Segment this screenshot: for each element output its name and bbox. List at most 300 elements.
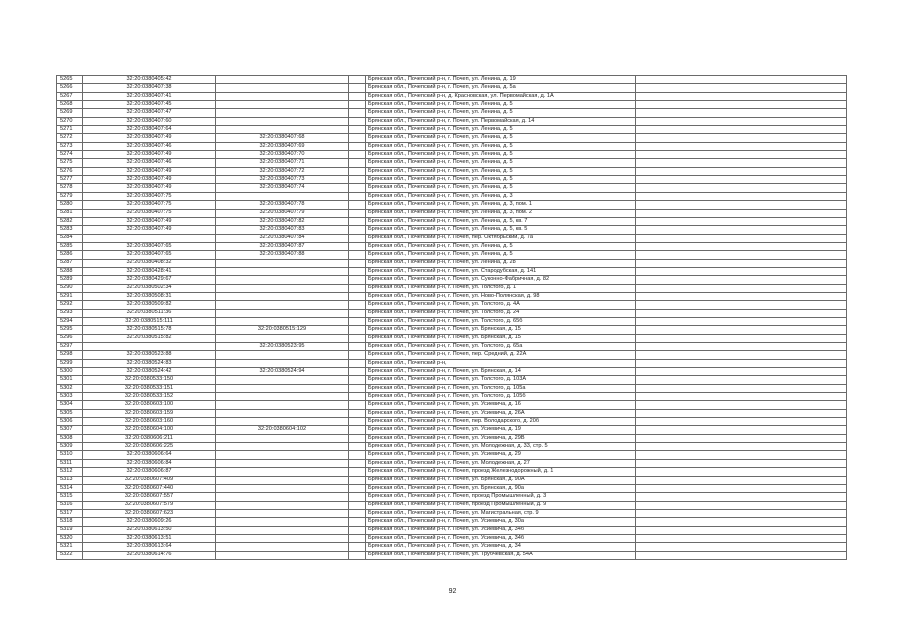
row-number-cell: 5295	[57, 326, 83, 334]
row-number-cell: 5307	[57, 426, 83, 434]
row-number-cell: 5309	[57, 443, 83, 451]
empty-cell	[349, 351, 366, 359]
row-number-cell: 5296	[57, 334, 83, 342]
table-row	[57, 526, 847, 534]
parent-cadastral-number-cell	[216, 468, 349, 476]
address-cell: Брянская обл., Почепский р-н, г. Почеп, ул. Усиевича, д. 34б	[366, 526, 636, 534]
row-number-cell: 5289	[57, 276, 83, 284]
address-cell: Брянская обл., Почепский р-н, г. Почеп, проезд Железнодорожный, д. 1	[366, 468, 636, 476]
empty-cell	[349, 259, 366, 267]
row-number-cell: 5292	[57, 301, 83, 309]
table-row	[57, 501, 847, 509]
parent-cadastral-number-cell: 32:20:0380515:129	[216, 326, 349, 334]
empty-cell	[636, 509, 847, 517]
row-number-cell: 5269	[57, 109, 83, 117]
parent-cadastral-number-cell	[216, 418, 349, 426]
row-number-cell: 5300	[57, 368, 83, 376]
parent-cadastral-number-cell	[216, 509, 349, 517]
parent-cadastral-number-cell	[216, 393, 349, 401]
table-row	[57, 76, 847, 84]
cadastral-number-cell: 32:20:0380613:51	[83, 534, 216, 542]
cadastral-number-cell: 32:20:0380407:75	[83, 209, 216, 217]
empty-cell	[349, 401, 366, 409]
table-row	[57, 126, 847, 134]
parent-cadastral-number-cell	[216, 384, 349, 392]
table-row	[57, 151, 847, 159]
cadastral-number-cell: 32:20:0380515:111	[83, 317, 216, 325]
table-row	[57, 192, 847, 200]
parent-cadastral-number-cell: 32:20:0380407:74	[216, 184, 349, 192]
empty-cell	[349, 234, 366, 242]
row-number-cell: 5317	[57, 509, 83, 517]
table-row	[57, 493, 847, 501]
table-row	[57, 434, 847, 442]
cadastral-number-cell: 32:20:0380613:50	[83, 526, 216, 534]
cadastral-number-cell: 32:20:0380515:78	[83, 326, 216, 334]
address-cell: Брянская обл., Почепский р-н, д. Красновская, ул. Первомайская, д. 1А	[366, 92, 636, 100]
parent-cadastral-number-cell	[216, 301, 349, 309]
row-number-cell: 5297	[57, 343, 83, 351]
empty-cell	[636, 301, 847, 309]
empty-cell	[349, 267, 366, 275]
parent-cadastral-number-cell	[216, 292, 349, 300]
empty-cell	[636, 493, 847, 501]
cadastral-number-cell: 32:20:0380407:65	[83, 242, 216, 250]
address-cell: Брянская обл., Почепский р-н, г. Почеп, ул. Ленина, д. 5, кв. 7	[366, 217, 636, 225]
cadastral-number-cell: 32:20:0380609:26	[83, 518, 216, 526]
table-row	[57, 92, 847, 100]
empty-cell	[636, 368, 847, 376]
table-row	[57, 276, 847, 284]
address-cell: Брянская обл., Почепский р-н, г. Почеп, пер. Октябрьский, д. 7а	[366, 234, 636, 242]
empty-cell	[349, 251, 366, 259]
parent-cadastral-number-cell	[216, 284, 349, 292]
empty-cell	[349, 543, 366, 551]
empty-cell	[636, 317, 847, 325]
table-row	[57, 343, 847, 351]
table-row	[57, 551, 847, 559]
address-cell: Брянская обл., Почепский р-н, г. Почеп, ул. Усиевича, д. 30а	[366, 518, 636, 526]
table-row	[57, 451, 847, 459]
empty-cell	[636, 176, 847, 184]
cadastral-number-cell: 32:20:0380607:409	[83, 476, 216, 484]
parent-cadastral-number-cell	[216, 276, 349, 284]
address-cell: Брянская обл., Почепский р-н, г. Почеп, ул. Брянская, д. 90а	[366, 484, 636, 492]
table-row	[57, 117, 847, 125]
parent-cadastral-number-cell: 32:20:0380407:83	[216, 226, 349, 234]
empty-cell	[636, 343, 847, 351]
row-number-cell: 5322	[57, 551, 83, 559]
table-row	[57, 418, 847, 426]
parent-cadastral-number-cell	[216, 351, 349, 359]
empty-cell	[636, 209, 847, 217]
row-number-cell: 5314	[57, 484, 83, 492]
table-row	[57, 242, 847, 250]
empty-cell	[636, 376, 847, 384]
cadastral-number-cell: 32:20:0380511:36	[83, 309, 216, 317]
table-row	[57, 176, 847, 184]
row-number-cell: 5273	[57, 142, 83, 150]
parent-cadastral-number-cell	[216, 526, 349, 534]
empty-cell	[636, 126, 847, 134]
empty-cell	[349, 468, 366, 476]
row-number-cell: 5299	[57, 359, 83, 367]
empty-cell	[349, 192, 366, 200]
row-number-cell: 5290	[57, 284, 83, 292]
empty-cell	[636, 418, 847, 426]
parent-cadastral-number-cell	[216, 534, 349, 542]
empty-cell	[349, 167, 366, 175]
empty-cell	[636, 267, 847, 275]
table-row	[57, 384, 847, 392]
empty-cell	[636, 76, 847, 84]
empty-cell	[636, 359, 847, 367]
parent-cadastral-number-cell	[216, 484, 349, 492]
empty-cell	[349, 101, 366, 109]
empty-cell	[349, 209, 366, 217]
address-cell: Брянская обл., Почепский р-н, г. Почеп, ул. Молодежная, д. 27	[366, 459, 636, 467]
empty-cell	[636, 551, 847, 559]
table-row	[57, 476, 847, 484]
parent-cadastral-number-cell	[216, 101, 349, 109]
row-number-cell: 5270	[57, 117, 83, 125]
address-cell: Брянская обл., Почепский р-н, г. Почеп, ул. Ленина, д. 3, пом. 2	[366, 209, 636, 217]
parent-cadastral-number-cell	[216, 551, 349, 559]
address-cell: Брянская обл., Почепский р-н, г. Почеп, ул. Суконно-Фабричная, д. 82	[366, 276, 636, 284]
address-cell: Брянская обл., Почепский р-н, г. Почеп, ул. Ленина, д. 5	[366, 134, 636, 142]
cadastral-number-cell: 32:20:0380524:83	[83, 359, 216, 367]
row-number-cell: 5304	[57, 401, 83, 409]
empty-cell	[349, 142, 366, 150]
row-number-cell: 5277	[57, 176, 83, 184]
row-number-cell: 5318	[57, 518, 83, 526]
address-cell: Брянская обл., Почепский р-н, г. Почеп, ул. Ленина, д. 3	[366, 192, 636, 200]
parent-cadastral-number-cell	[216, 76, 349, 84]
empty-cell	[636, 484, 847, 492]
parent-cadastral-number-cell	[216, 376, 349, 384]
address-cell: Брянская обл., Почепский р-н, г. Почеп, ул. Усиевича, д. 19	[366, 426, 636, 434]
address-cell: Брянская обл., Почепский р-н, г. Почеп, ул. Брянская, д. 14	[366, 368, 636, 376]
empty-cell	[636, 276, 847, 284]
empty-cell	[349, 76, 366, 84]
table-row	[57, 351, 847, 359]
table-row	[57, 426, 847, 434]
cadastral-number-cell: 32:20:0380606:84	[83, 459, 216, 467]
cadastral-number-cell: 32:20:0380407:49	[83, 176, 216, 184]
address-cell: Брянская обл., Почепский р-н, г. Почеп, ул. Брянская, д. 15	[366, 326, 636, 334]
empty-cell	[636, 443, 847, 451]
address-cell: Брянская обл., Почепский р-н, г. Почеп, ул. Ленина, д. 5, кв. 5	[366, 226, 636, 234]
registry-table	[56, 75, 847, 560]
empty-cell	[636, 151, 847, 159]
parent-cadastral-number-cell: 32:20:0380407:82	[216, 217, 349, 225]
table-row	[57, 334, 847, 342]
empty-cell	[636, 167, 847, 175]
parent-cadastral-number-cell: 32:20:0380524:94	[216, 368, 349, 376]
empty-cell	[349, 434, 366, 442]
table-row	[57, 217, 847, 225]
cadastral-number-cell: 32:20:0380533:150	[83, 376, 216, 384]
empty-cell	[349, 501, 366, 509]
empty-cell	[636, 251, 847, 259]
table-row	[57, 376, 847, 384]
parent-cadastral-number-cell	[216, 259, 349, 267]
row-number-cell: 5313	[57, 476, 83, 484]
table-row	[57, 509, 847, 517]
row-number-cell: 5291	[57, 292, 83, 300]
parent-cadastral-number-cell	[216, 117, 349, 125]
parent-cadastral-number-cell: 32:20:0380407:88	[216, 251, 349, 259]
table-row	[57, 309, 847, 317]
empty-cell	[349, 476, 366, 484]
table-row	[57, 468, 847, 476]
parent-cadastral-number-cell: 32:20:0380407:87	[216, 242, 349, 250]
table-row	[57, 234, 847, 242]
address-cell: Брянская обл., Почепский р-н, г. Почеп, ул. Усиевича, д. 29В	[366, 434, 636, 442]
empty-cell	[636, 526, 847, 534]
cadastral-number-cell: 32:20:0380407:49	[83, 226, 216, 234]
empty-cell	[636, 543, 847, 551]
row-number-cell: 5293	[57, 309, 83, 317]
row-number-cell: 5301	[57, 376, 83, 384]
address-cell: Брянская обл., Почепский р-н, г. Почеп, проезд Промышленный, д. 9	[366, 501, 636, 509]
address-cell: Брянская обл., Почепский р-н, г. Почеп, ул. Толстого, д. 105а	[366, 384, 636, 392]
parent-cadastral-number-cell: 32:20:0380407:84	[216, 234, 349, 242]
empty-cell	[636, 159, 847, 167]
row-number-cell: 5272	[57, 134, 83, 142]
empty-cell	[349, 117, 366, 125]
empty-cell	[349, 292, 366, 300]
parent-cadastral-number-cell	[216, 309, 349, 317]
empty-cell	[636, 451, 847, 459]
empty-cell	[636, 226, 847, 234]
table-row	[57, 301, 847, 309]
cadastral-number-cell: 32:20:0380407:49	[83, 217, 216, 225]
address-cell: Брянская обл., Почепский р-н, г. Почеп, ул. Брянская, д. 15	[366, 334, 636, 342]
address-cell: Брянская обл., Почепский р-н, г. Почеп, ул. Ленина, д. 5	[366, 126, 636, 134]
address-cell: Брянская обл., Почепский р-н, г. Почеп, ул. Ленина, д. 5	[366, 151, 636, 159]
cadastral-number-cell: 32:20:0380508:31	[83, 292, 216, 300]
row-number-cell: 5275	[57, 159, 83, 167]
cadastral-number-cell: 32:20:0380603:100	[83, 401, 216, 409]
address-cell: Брянская обл., Почепский р-н, г. Почеп, ул. Толстого, д. 24	[366, 309, 636, 317]
row-number-cell: 5319	[57, 526, 83, 534]
empty-cell	[636, 217, 847, 225]
cadastral-number-cell: 32:20:0380407:75	[83, 201, 216, 209]
cadastral-number-cell: 32:20:0380407:46	[83, 159, 216, 167]
address-cell: Брянская обл., Почепский р-н, г. Почеп, ул. Толстого, д. 1	[366, 284, 636, 292]
empty-cell	[349, 443, 366, 451]
empty-cell	[349, 526, 366, 534]
row-number-cell: 5306	[57, 418, 83, 426]
table-row	[57, 484, 847, 492]
parent-cadastral-number-cell	[216, 451, 349, 459]
parent-cadastral-number-cell: 32:20:0380407:79	[216, 209, 349, 217]
parent-cadastral-number-cell	[216, 518, 349, 526]
parent-cadastral-number-cell	[216, 501, 349, 509]
address-cell: Брянская обл., Почепский р-н, г. Почеп, ул. Ленина, д. 3, пом. 1	[366, 201, 636, 209]
empty-cell	[636, 401, 847, 409]
address-cell: Брянская обл., Почепский р-н, г. Почеп, ул. Ленина, д. 5	[366, 109, 636, 117]
parent-cadastral-number-cell: 32:20:0380523:95	[216, 343, 349, 351]
empty-cell	[636, 351, 847, 359]
table-row	[57, 393, 847, 401]
table-row	[57, 368, 847, 376]
table-row	[57, 534, 847, 542]
table-row	[57, 292, 847, 300]
cadastral-number-cell: 32:20:0380614:76	[83, 551, 216, 559]
parent-cadastral-number-cell	[216, 192, 349, 200]
cadastral-number-cell: 32:20:0380509:82	[83, 301, 216, 309]
empty-cell	[349, 284, 366, 292]
row-number-cell: 5311	[57, 459, 83, 467]
cadastral-number-cell: 32:20:0380407:46	[83, 142, 216, 150]
address-cell: Брянская обл., Почепский р-н, г. Почеп, ул. Ленина, д. 5	[366, 167, 636, 175]
row-number-cell: 5316	[57, 501, 83, 509]
cadastral-number-cell: 32:20:0380607:440	[83, 484, 216, 492]
row-number-cell: 5288	[57, 267, 83, 275]
empty-cell	[349, 134, 366, 142]
row-number-cell: 5266	[57, 84, 83, 92]
empty-cell	[636, 468, 847, 476]
empty-cell	[349, 217, 366, 225]
empty-cell	[349, 426, 366, 434]
parent-cadastral-number-cell: 32:20:0380407:73	[216, 176, 349, 184]
cadastral-number-cell: 32:20:0380407:38	[83, 84, 216, 92]
row-number-cell: 5282	[57, 217, 83, 225]
empty-cell	[636, 184, 847, 192]
address-cell: Брянская обл., Почепский р-н, г. Почеп, ул. Толстого, д. 103А	[366, 376, 636, 384]
parent-cadastral-number-cell	[216, 359, 349, 367]
empty-cell	[349, 301, 366, 309]
row-number-cell: 5286	[57, 251, 83, 259]
empty-cell	[636, 117, 847, 125]
address-cell: Брянская обл., Почепский р-н, г. Почеп, ул. Ленина, д. 19	[366, 76, 636, 84]
empty-cell	[349, 242, 366, 250]
empty-cell	[349, 226, 366, 234]
parent-cadastral-number-cell: 32:20:0380407:71	[216, 159, 349, 167]
empty-cell	[349, 451, 366, 459]
address-cell: Брянская обл., Почепский р-н,	[366, 359, 636, 367]
row-number-cell: 5285	[57, 242, 83, 250]
row-number-cell: 5298	[57, 351, 83, 359]
row-number-cell: 5279	[57, 192, 83, 200]
address-cell: Брянская обл., Почепский р-н, г. Почеп, ул. Трубчевская, д. 54А	[366, 551, 636, 559]
table-row	[57, 226, 847, 234]
parent-cadastral-number-cell: 32:20:0380407:70	[216, 151, 349, 159]
address-cell: Брянская обл., Почепский р-н, г. Почеп, ул. Толстого, д. 105б	[366, 393, 636, 401]
parent-cadastral-number-cell	[216, 126, 349, 134]
row-number-cell: 5283	[57, 226, 83, 234]
empty-cell	[349, 384, 366, 392]
empty-cell	[636, 393, 847, 401]
empty-cell	[636, 134, 847, 142]
cadastral-number-cell: 32:20:0380523:88	[83, 351, 216, 359]
table-row	[57, 109, 847, 117]
cadastral-number-cell: 32:20:0380604:100	[83, 426, 216, 434]
parent-cadastral-number-cell	[216, 476, 349, 484]
address-cell: Брянская обл., Почепский р-н, г. Почеп, пер. Средний, д. 22А	[366, 351, 636, 359]
cadastral-number-cell: 32:20:0380606:64	[83, 451, 216, 459]
cadastral-number-cell: 32:20:0380407:41	[83, 92, 216, 100]
parent-cadastral-number-cell	[216, 84, 349, 92]
row-number-cell: 5315	[57, 493, 83, 501]
row-number-cell: 5305	[57, 409, 83, 417]
parent-cadastral-number-cell	[216, 409, 349, 417]
cadastral-number-cell: 32:20:0380429:67	[83, 276, 216, 284]
table-row	[57, 359, 847, 367]
cadastral-number-cell: 32:20:0380533:151	[83, 384, 216, 392]
address-cell: Брянская обл., Почепский р-н, г. Почеп, проезд Промышленный, д. 3	[366, 493, 636, 501]
cadastral-number-cell: 32:20:0380603:160	[83, 418, 216, 426]
cadastral-number-cell: 32:20:0380603:159	[83, 409, 216, 417]
address-cell: Брянская обл., Почепский р-н, г. Почеп, ул. Первомайская, д. 14	[366, 117, 636, 125]
row-number-cell: 5294	[57, 317, 83, 325]
address-cell: Брянская обл., Почепский р-н, г. Почеп, ул. Толстого, д. 65б	[366, 317, 636, 325]
cadastral-number-cell: 32:20:0380524:42	[83, 368, 216, 376]
cadastral-number-cell: 32:20:0380407:49	[83, 151, 216, 159]
cadastral-number-cell: 32:20:0380407:60	[83, 117, 216, 125]
empty-cell	[349, 393, 366, 401]
table-row	[57, 409, 847, 417]
empty-cell	[349, 184, 366, 192]
cadastral-number-cell: 32:20:0380502:34	[83, 284, 216, 292]
empty-cell	[349, 493, 366, 501]
parent-cadastral-number-cell: 32:20:0380407:72	[216, 167, 349, 175]
empty-cell	[349, 92, 366, 100]
address-cell: Брянская обл., Почепский р-н, г. Почеп, ул. Ленина, д. 5	[366, 142, 636, 150]
empty-cell	[636, 459, 847, 467]
table-row	[57, 159, 847, 167]
empty-cell	[636, 334, 847, 342]
cadastral-number-cell: 32:20:0380407:49	[83, 167, 216, 175]
parent-cadastral-number-cell	[216, 493, 349, 501]
table-row	[57, 543, 847, 551]
cadastral-number-cell: 32:20:0380407:49	[83, 134, 216, 142]
parent-cadastral-number-cell	[216, 109, 349, 117]
empty-cell	[349, 551, 366, 559]
row-number-cell: 5310	[57, 451, 83, 459]
empty-cell	[636, 326, 847, 334]
cadastral-number-cell	[83, 234, 216, 242]
parent-cadastral-number-cell: 32:20:0380604:102	[216, 426, 349, 434]
empty-cell	[349, 518, 366, 526]
cadastral-number-cell	[83, 343, 216, 351]
empty-cell	[349, 151, 366, 159]
empty-cell	[349, 309, 366, 317]
empty-cell	[636, 201, 847, 209]
empty-cell	[636, 84, 847, 92]
empty-cell	[349, 343, 366, 351]
address-cell: Брянская обл., Почепский р-н, г. Почеп, ул. Толстого, д. 65а	[366, 343, 636, 351]
cadastral-number-cell: 32:20:0380407:65	[83, 251, 216, 259]
parent-cadastral-number-cell: 32:20:0380407:69	[216, 142, 349, 150]
empty-cell	[349, 276, 366, 284]
address-cell: Брянская обл., Почепский р-н, г. Почеп, ул. Ново-Полянская, д. 98	[366, 292, 636, 300]
address-cell: Брянская обл., Почепский р-н, г. Почеп, ул. Усиевича, д. 16	[366, 401, 636, 409]
empty-cell	[349, 409, 366, 417]
row-number-cell: 5320	[57, 534, 83, 542]
empty-cell	[636, 409, 847, 417]
parent-cadastral-number-cell	[216, 459, 349, 467]
parent-cadastral-number-cell	[216, 317, 349, 325]
row-number-cell: 5274	[57, 151, 83, 159]
address-cell: Брянская обл., Почепский р-н, г. Почеп, ул. Ленина, д. 5	[366, 159, 636, 167]
parent-cadastral-number-cell: 32:20:0380407:68	[216, 134, 349, 142]
address-cell: Брянская обл., Почепский р-н, г. Почеп, ул. Ленина, д. 5	[366, 184, 636, 192]
table-row	[57, 209, 847, 217]
cadastral-number-cell: 32:20:0380428:41	[83, 267, 216, 275]
